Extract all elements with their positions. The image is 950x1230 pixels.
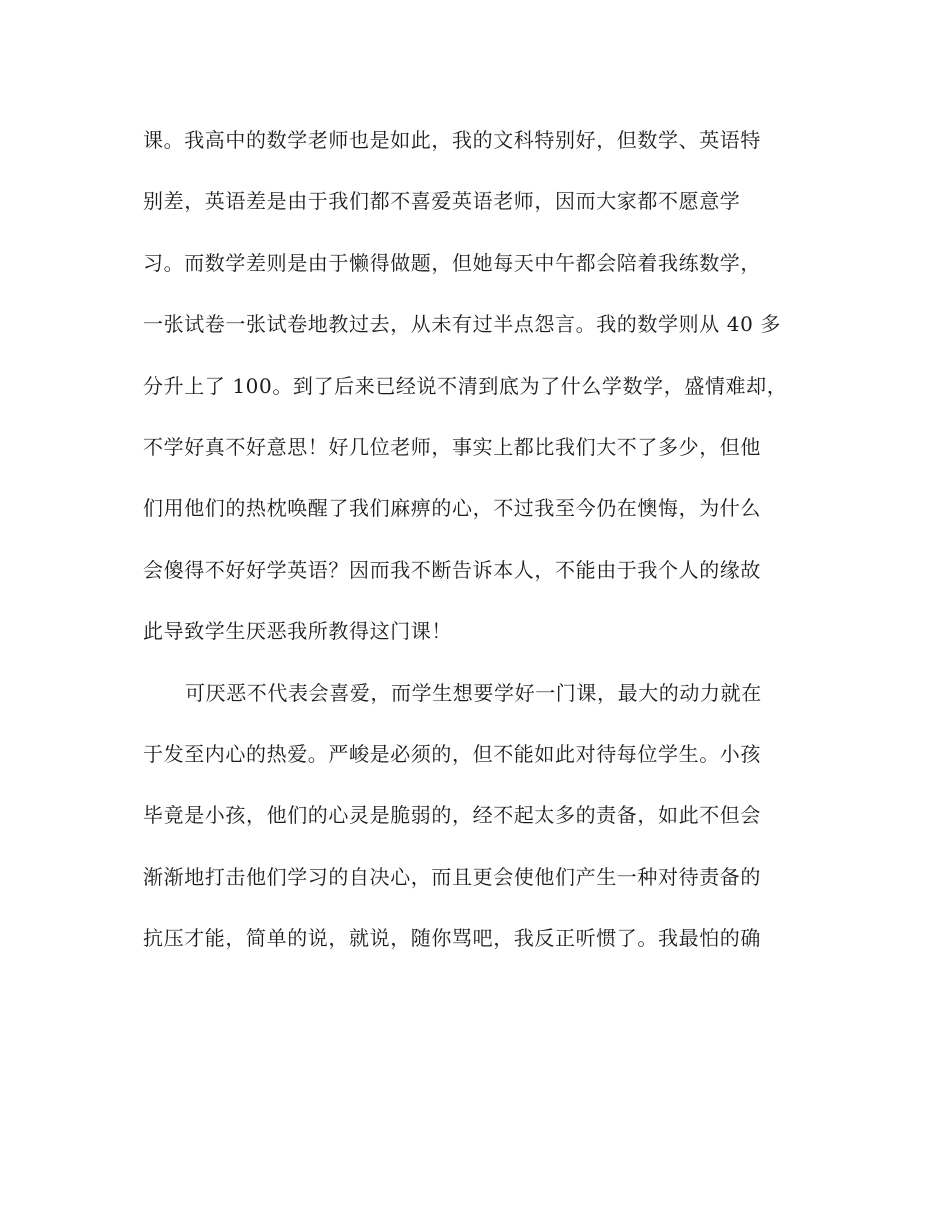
text-line: 毕竟是小孩，他们的心灵是脆弱的，经不起太多的责备，如此不但会 [143,803,761,828]
text-line: 分升上了 100。到了后来已经说不清到底为了什么学数学，盛情难却， [143,373,788,398]
text-line: 们用他们的热枕唤醒了我们麻痹的心，不过我至今仍在懊悔，为什么 [143,496,761,521]
text-line: 此导致学生厌恶我所教得这门课！ [143,619,452,644]
text-line: 抗压才能，简单的说，就说，随你骂吧，我反正听惯了。我最怕的确 [143,926,761,951]
body-text [143,118,807,977]
text-line: 习。而数学差则是由于懒得做题，但她每天中午都会陪着我练数学， [143,250,761,275]
text-line: 别差，英语差是由于我们都不喜爱英语老师，因而大家都不愿意学 [143,189,741,214]
text-line: 渐渐地打击他们学习的自决心，而且更会使他们产生一种对待责备的 [143,864,761,889]
text-line: 于发至内心的热爱。严峻是必须的，但不能如此对待每位学生。小孩 [143,741,761,766]
text-line: 一张试卷一张试卷地教过去，从未有过半点怨言。我的数学则从 40 多 [143,312,781,337]
paragraph-start-line: 可厌恶不代表会喜爱，而学生想要学好一门课，最大的动力就在 [185,680,762,705]
text-line: 会傻得不好好学英语？因而我不断告诉本人，不能由于我个人的缘故 [143,557,761,582]
text-line: 不学好真不好意思！好几位老师，事实上都比我们大不了多少，但他 [143,434,761,459]
text-line: 课。我高中的数学老师也是如此，我的文科特别好，但数学、英语特 [143,128,761,152]
